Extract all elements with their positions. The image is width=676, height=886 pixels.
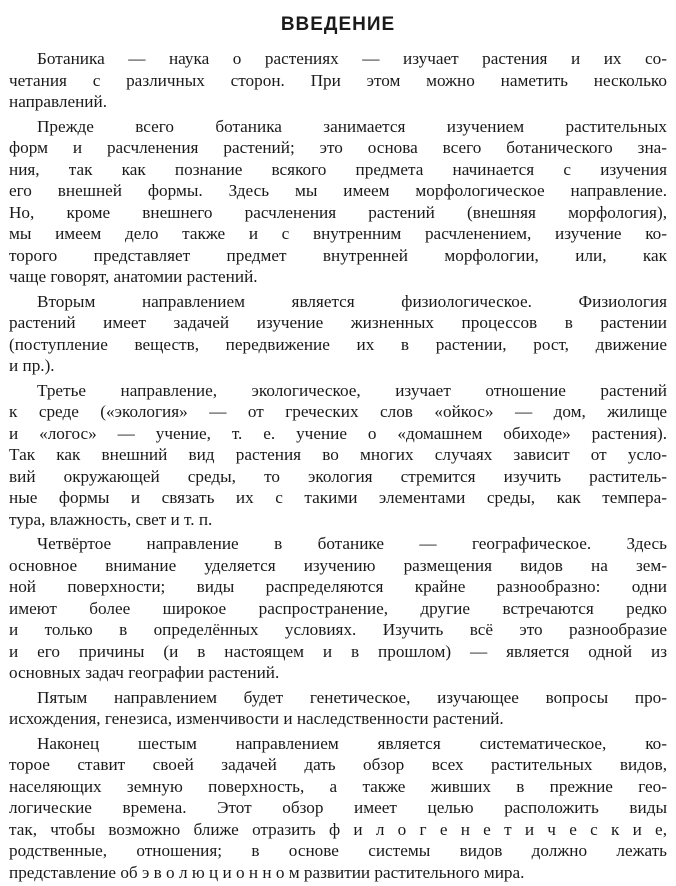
paragraph — [9, 48, 667, 113]
text-line: основных задач географии растений. — [9, 663, 280, 682]
text-line: Четвёртое направление в ботанике — географическое. Здесь — [37, 534, 667, 553]
text-line: и только в определённых условиях. Изучить всё это разнообразие — [9, 620, 667, 639]
text-line: Наконец шестым направлением является систематическое, ко- — [37, 733, 667, 753]
text-line: ния, так как познание всякого предмета начинается с изучения — [9, 159, 667, 179]
text-line: Прежде всего ботаника занимается изучением растительных — [37, 116, 667, 136]
text-line: Ботаника — наука о растениях — изучает растения и их со- — [37, 49, 667, 68]
text-line: его внешней формы. Здесь мы имеем морфологическое направление. — [9, 181, 667, 200]
body-text — [9, 48, 667, 883]
text-line: четания с различных сторон. При этом можно наметить несколько — [9, 70, 667, 90]
page-title: ВВЕДЕНИЕ — [280, 14, 396, 35]
text-line: растений имеет задачей изучение жизненных процессов в растении — [9, 313, 667, 332]
text-line: Вторым направлением является физиологическое. Физиология — [37, 291, 667, 311]
text-line: Но, кроме внешнего расчленения растений (внешняя морфология), — [9, 202, 667, 222]
text-line: ной поверхности; виды распределяются крайне разнообразно: одни — [9, 577, 667, 596]
document-page — [9, 0, 667, 886]
text-line: тура, влажность, свет и т. п. — [9, 509, 213, 529]
text-line: направлений. — [9, 92, 108, 111]
text-line: чаще говорят, анатомии растений. — [9, 267, 258, 286]
text-line: торое ставит своей задачей дать обзор всех растительных видов, — [9, 755, 667, 774]
text-line: и его причины (и в настоящем и в прошлом) — является одной из — [9, 641, 667, 661]
text-line: родственные, отношения; в основе системы видов должно лежать — [9, 841, 667, 860]
text-line: вий окружающей среды, то экология стремится изучить раститель- — [9, 466, 667, 486]
text-line: Третье направление, экологическое, изучает отношение растений — [37, 380, 667, 400]
paragraph — [9, 533, 667, 684]
text-line: к среде («экология» — от греческих слов «ойкос» — дом, жилище — [9, 402, 667, 421]
text-line: исхождения, генезиса, изменчивости и наследственности растений. — [9, 709, 504, 728]
text-line: представление об э в о л ю ц и о н н о м развитии растительного мира. — [9, 862, 525, 882]
paragraph — [9, 116, 667, 288]
paragraph — [9, 291, 667, 377]
text-line: (поступление веществ, передвижение их в растении, рост, движение — [9, 334, 667, 354]
text-line: Пятым направлением будет генетическое, изучающее вопросы про- — [37, 687, 667, 707]
text-line: торого представляет предмет внутренней морфологии, или, как — [9, 245, 667, 265]
text-line: имеют более широкое распространение, другие встречаются редко — [9, 598, 667, 618]
text-line: ные формы и связать их с такими элементами среды, как темпера- — [9, 488, 667, 507]
text-line: форм и расчленения растений; это основа всего ботанического зна- — [9, 138, 667, 157]
text-line: и «логос» — учение, т. е. учение о «домашнем обиходе» растения). — [9, 423, 667, 443]
text-line: Так как внешний вид растения во многих случаях зависит от усло- — [9, 445, 667, 464]
text-line: логические времена. Этот обзор имеет целью расположить виды — [9, 798, 667, 817]
paragraph — [9, 380, 667, 531]
text-line: так, чтобы возможно ближе отразить ф и л о г е н е т и ч е с к и е, — [9, 819, 667, 839]
text-line: и пр.). — [9, 356, 55, 375]
text-line: населяющих земную поверхность, а также живших в прежние гео- — [9, 776, 667, 796]
paragraph — [9, 733, 667, 884]
text-line: основное внимание уделяется изучению размещения видов на зем- — [9, 555, 667, 575]
text-line: мы имеем дело также и с внутренним расчленением, изучение ко- — [9, 224, 667, 243]
paragraph — [9, 687, 667, 730]
